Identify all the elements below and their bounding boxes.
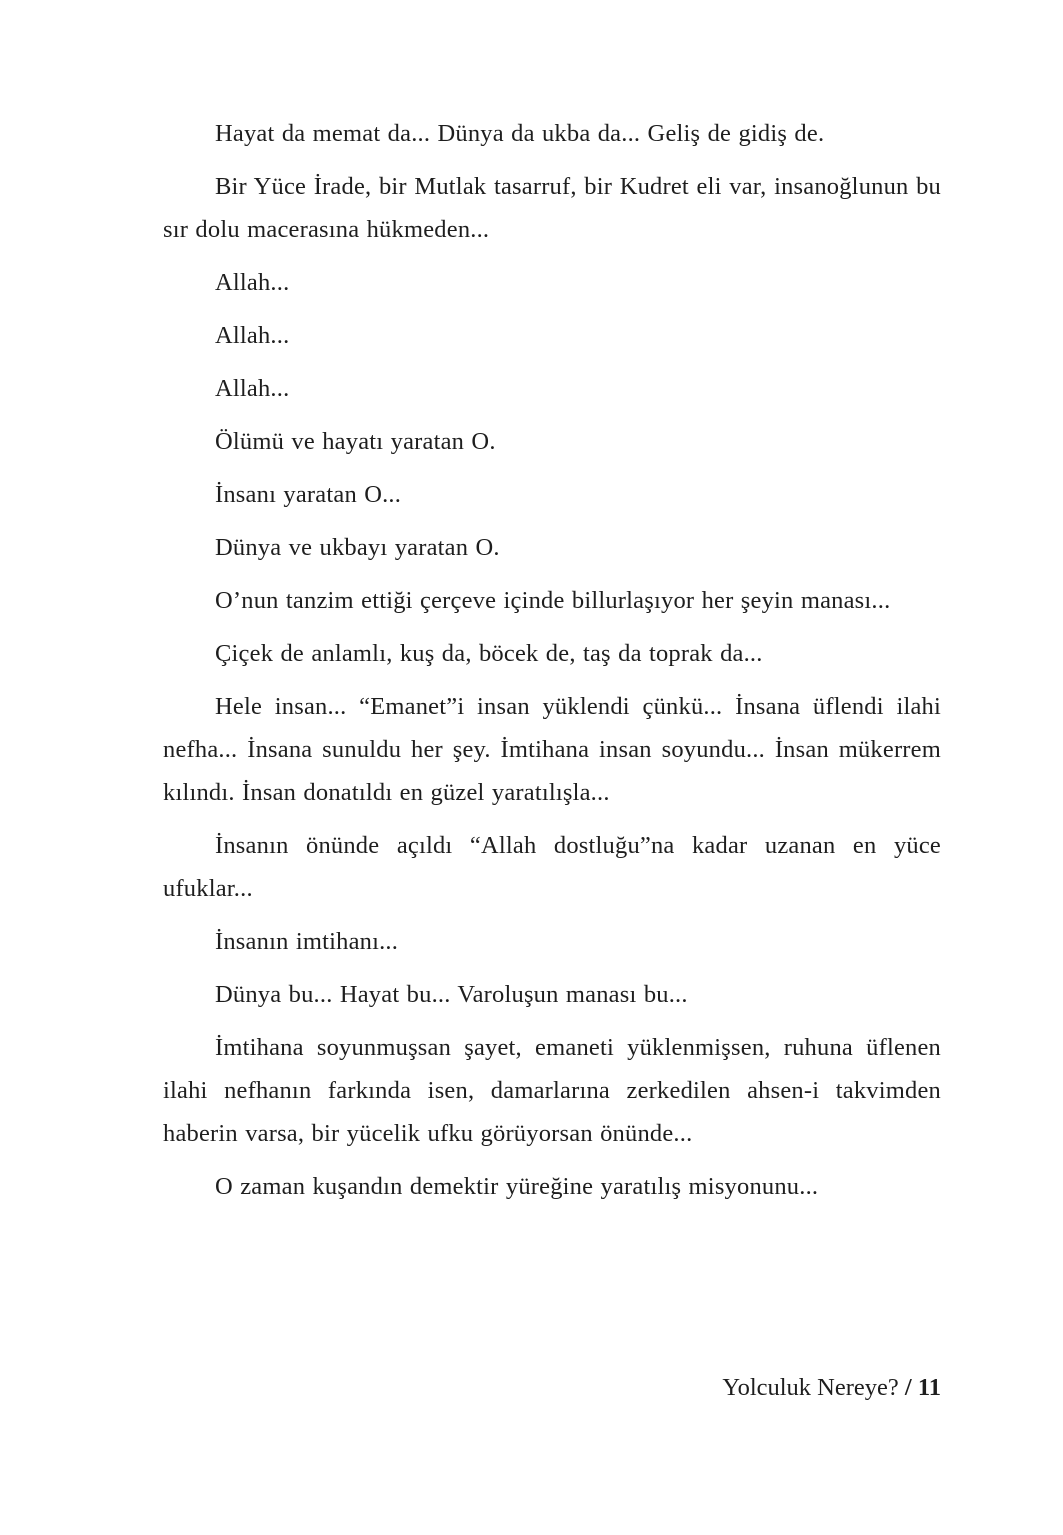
page-body: [163, 112, 941, 1218]
paragraph: Dünya bu... Hayat bu... Varoluşun manası bu...: [215, 981, 688, 1008]
paragraph: Çiçek de anlamlı, kuş da, böcek de, taş da toprak da...: [215, 640, 763, 667]
paragraph: Hele insan... “Emanet”i insan yüklendi çünkü... İnsana üflendi ilahi nefha... İnsana sunuldu her şey. İmtihana insan soyundu... İnsan mükerrem kılındı. İnsan donatıldı en güzel yaratılışla...: [163, 693, 941, 806]
paragraph: İmtihana soyunmuşsan şayet, emaneti yüklenmişsen, ruhuna üflenen ilahi nefhanın farkında isen, damarlarına zerkedilen ahsen-i takvimden haberin varsa, bir yücelik ufku görüyorsan önünde...: [163, 1034, 941, 1147]
paragraph: Allah...: [215, 322, 290, 349]
paragraph: İnsanı yaratan O...: [215, 481, 402, 508]
paragraph: İnsanın imtihanı...: [215, 928, 399, 955]
footer-page-number: 11: [917, 1374, 941, 1401]
paragraph: Allah...: [215, 375, 290, 402]
paragraph: İnsanın önünde açıldı “Allah dostluğu”na kadar uzanan en yüce ufuklar...: [163, 832, 941, 902]
footer-book-title: Yolculuk Nereye?: [722, 1374, 899, 1401]
paragraph: Ölümü ve hayatı yaratan O.: [215, 428, 496, 455]
footer-separator: /: [904, 1374, 912, 1401]
paragraph: Bir Yüce İrade, bir Mutlak tasarruf, bir Kudret eli var, insanoğlunun bu sır dolu macerasına hükmeden...: [163, 173, 941, 243]
paragraph: O’nun tanzim ettiği çerçeve içinde billurlaşıyor her şeyin manası...: [215, 587, 891, 614]
paragraph: Hayat da memat da... Dünya da ukba da... Geliş de gidiş de.: [215, 120, 825, 147]
paragraph: O zaman kuşandın demektir yüreğine yaratılış misyonunu...: [215, 1173, 819, 1200]
paragraph: Dünya ve ukbayı yaratan O.: [215, 534, 500, 561]
page-footer: [722, 1372, 941, 1404]
paragraph: Allah...: [215, 269, 290, 296]
